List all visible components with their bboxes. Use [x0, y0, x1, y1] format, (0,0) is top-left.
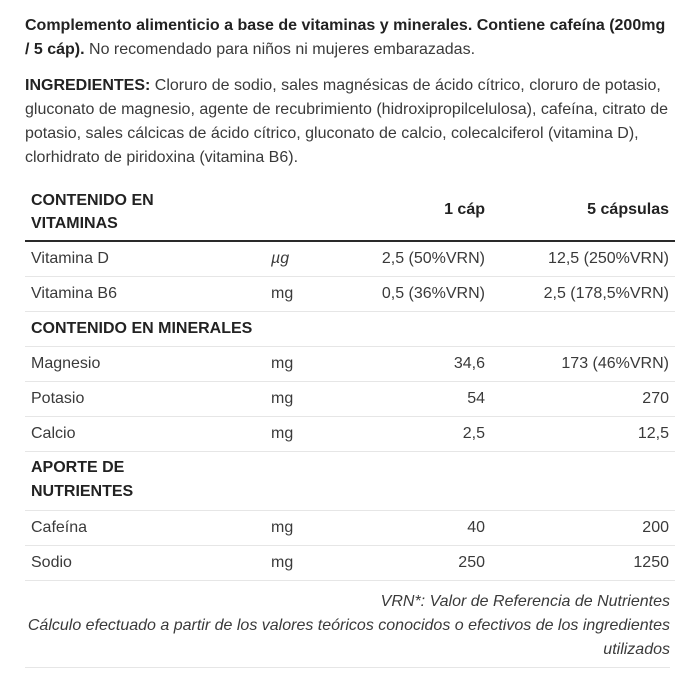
vrn-footnote: VRN*: Valor de Referencia de Nutrientes	[380, 593, 670, 610]
value-1-capsule: 0,5 (36%VRN)	[381, 285, 485, 302]
nutrient-name: Vitamina B6	[31, 285, 117, 302]
nutrient-unit: mg	[271, 425, 294, 442]
value-5-capsules: 1250	[633, 554, 669, 571]
value-5-capsules: 173 (46%VRN)	[561, 355, 669, 372]
table-row	[25, 511, 675, 546]
calculation-footnote: Cálculo efectuado a partir de los valores teóricos conocidos o efectivos de los ingredientes utilizados	[27, 617, 670, 658]
nutrient-name: Vitamina D	[31, 250, 109, 267]
footnotes	[25, 590, 670, 668]
nutrition-table	[25, 185, 675, 581]
minerals-section-title: CONTENIDO EN MINERALES	[31, 320, 253, 337]
column-header-5-capsules: 5 cápsulas	[587, 201, 669, 218]
nutrient-name: Potasio	[31, 390, 85, 407]
minerals-section-row	[25, 312, 675, 347]
ingredients-list: Cloruro de sodio, sales magnésicas de ácido cítrico, cloruro de potasio, gluconato de magnesio, agente de recubrimiento (hidroxipropilcelulosa), cafeína, citrato de potasio, sales cálcicas de ácido cítrico, gluconato de calcio, colecalciferol (vitamina D), clorhidrato de piridoxina (vitamina B6).	[25, 77, 669, 166]
value-1-capsule: 40	[467, 519, 485, 536]
value-1-capsule: 34,6	[453, 355, 485, 372]
value-5-capsules: 270	[642, 390, 669, 407]
table-row	[25, 417, 675, 452]
nutrient-unit: mg	[271, 390, 294, 407]
value-5-capsules: 200	[642, 519, 669, 536]
nutrient-name: Cafeína	[31, 519, 88, 536]
table-header	[25, 185, 675, 242]
product-summary: Complemento alimenticio a base de vitaminas y minerales. Contiene cafeína (200mg / 5 cáp).	[25, 17, 666, 58]
value-1-capsule: 2,5 (50%VRN)	[381, 250, 485, 267]
nutrient-name: Magnesio	[31, 355, 101, 372]
nutrient-unit: mg	[271, 285, 294, 302]
table-row	[25, 277, 675, 312]
table-row	[25, 242, 675, 277]
value-1-capsule: 250	[458, 554, 485, 571]
vitamins-section-title: CONTENIDO EN VITAMINAS	[31, 192, 154, 232]
nutrient-name: Calcio	[31, 425, 76, 442]
nutrients-section-row	[25, 452, 675, 511]
product-description	[25, 14, 673, 62]
column-header-1-capsule: 1 cáp	[444, 201, 485, 218]
value-5-capsules: 2,5 (178,5%VRN)	[543, 285, 669, 302]
value-1-capsule: 2,5	[462, 425, 485, 442]
nutrient-unit: mg	[271, 519, 294, 536]
nutrient-unit: µg	[271, 250, 290, 267]
nutrient-unit: mg	[271, 554, 294, 571]
value-1-capsule: 54	[467, 390, 485, 407]
table-row	[25, 382, 675, 417]
ingredients-paragraph	[25, 74, 675, 170]
ingredients-label: INGREDIENTES:	[25, 77, 151, 94]
table-row	[25, 546, 675, 581]
table-row	[25, 347, 675, 382]
value-5-capsules: 12,5 (250%VRN)	[548, 250, 669, 267]
nutrient-unit: mg	[271, 355, 294, 372]
nutrient-name: Sodio	[31, 554, 72, 571]
value-5-capsules: 12,5	[637, 425, 669, 442]
nutrients-section-title: APORTE DE NUTRIENTES	[31, 459, 134, 500]
product-warning: No recomendado para niños ni mujeres embarazadas.	[84, 41, 476, 58]
